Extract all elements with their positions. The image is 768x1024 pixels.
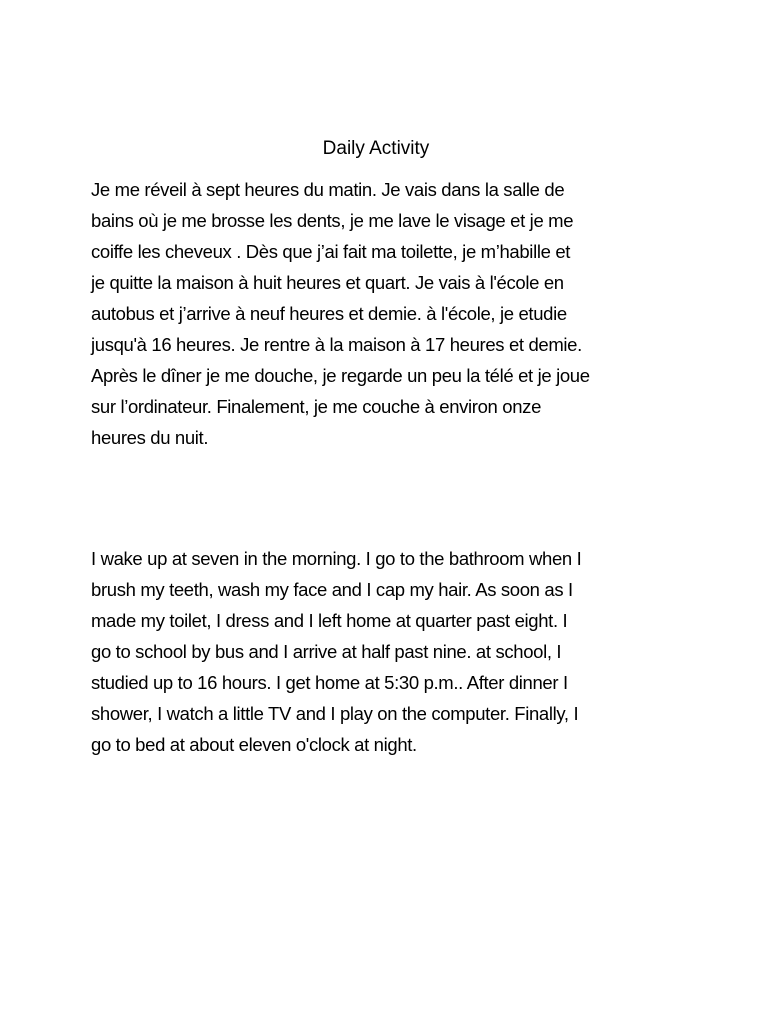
french-paragraph-line: Je me réveil à sept heures du matin. Je vais dans la salle de — [91, 179, 565, 200]
french-paragraph-line: jusqu'à 16 heures. Je rentre à la maison à 17 heures et demie. — [91, 334, 582, 355]
french-paragraph-line: autobus et j’arrive à neuf heures et demie. à l'école, je etudie — [91, 303, 567, 324]
english-paragraph-line: go to bed at about eleven o'clock at night. — [91, 734, 417, 755]
french-paragraph-line: coiffe les cheveux . Dès que j’ai fait ma toilette, je m’habille et — [91, 241, 571, 262]
english-paragraph-line: go to school by bus and I arrive at half past nine. at school, I — [91, 641, 562, 662]
english-paragraph-line: brush my teeth, wash my face and I cap my hair. As soon as I — [91, 579, 573, 600]
english-paragraph-line: made my toilet, I dress and I left home at quarter past eight. I — [91, 610, 568, 631]
english-paragraph-line: studied up to 16 hours. I get home at 5:30 p.m.. After dinner I — [91, 672, 568, 693]
french-paragraph-line: je quitte la maison à huit heures et quart. Je vais à l'école en — [91, 272, 564, 293]
document-title: Daily Activity — [322, 138, 430, 159]
french-paragraph-line: sur l’ordinateur. Finalement, je me couche à environ onze — [91, 396, 542, 417]
french-paragraph-line: heures du nuit. — [91, 427, 209, 448]
french-paragraph-line: bains où je me brosse les dents, je me lave le visage et je me — [91, 210, 574, 231]
french-paragraph-line: Après le dîner je me douche, je regarde un peu la télé et je joue — [91, 365, 590, 386]
english-paragraph-line: shower, I watch a little TV and I play on the computer. Finally, I — [91, 703, 579, 724]
english-paragraph — [91, 543, 691, 760]
english-paragraph-line: I wake up at seven in the morning. I go to the bathroom when I — [91, 548, 582, 569]
french-paragraph — [91, 174, 691, 453]
